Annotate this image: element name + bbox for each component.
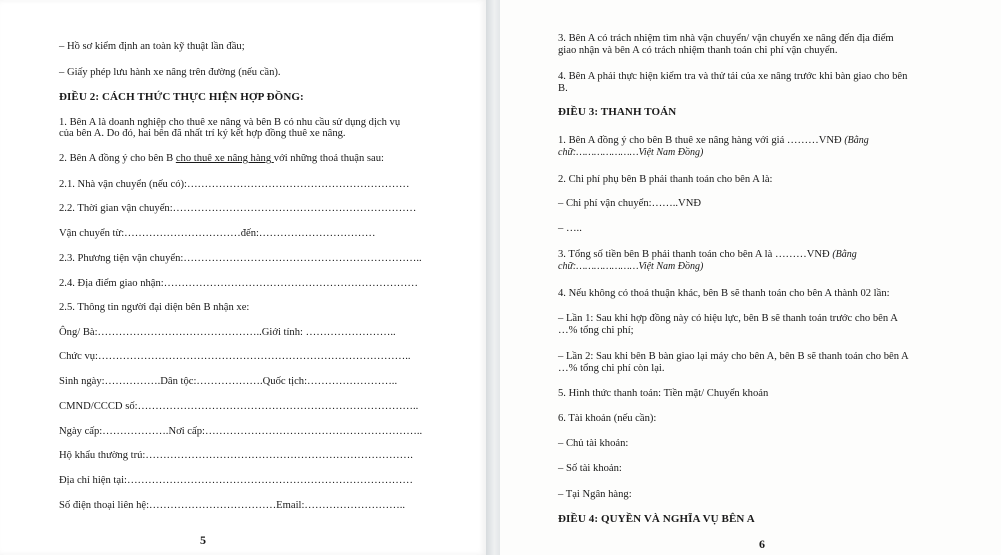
text-line: 5. Hình thức thanh toán: Tiền mặt/ Chuyển khoản — [558, 388, 769, 399]
text-line: 4. Nếu không có thoả thuận khác, bên B sẽ thanh toán cho bên A thành 02 lần: — [558, 288, 890, 299]
form-field-line: Chức vụ:…………………………………………………………………………….. — [59, 351, 411, 362]
text-line: – ….. — [558, 223, 582, 234]
section-heading: ĐIỀU 4: QUYỀN VÀ NGHĨA VỤ BÊN A — [558, 513, 755, 525]
text-line: – Chi phí vận chuyển:……..VNĐ — [558, 198, 702, 209]
italic-text: (Bằng — [844, 135, 869, 146]
text-span: 3. Tổng số tiền bên B phải thanh toán cho bên A là ………VNĐ — [558, 249, 833, 260]
text-span: với những thoả thuận sau: — [273, 153, 385, 164]
text-line: …% tổng chi phí; — [558, 325, 634, 336]
form-field-line: Sinh ngày:…………….Dân tộc:……………….Quốc tịch:…………………….. — [59, 376, 398, 387]
form-field-line: 2.1. Nhà vận chuyển (nếu có):……………………………………………………… — [59, 179, 410, 190]
page-number: 5 — [200, 533, 206, 547]
text-span: 2. Bên A đồng ý cho bên B — [59, 153, 176, 164]
text-line: – Hồ sơ kiểm định an toàn kỹ thuật lần đầu; — [59, 41, 245, 52]
section-heading: ĐIỀU 3: THANH TOÁN — [558, 106, 677, 118]
text-line: – Lần 2: Sau khi bên B bàn giao lại máy cho bên A, bên B sẽ thanh toán cho bên A — [558, 351, 909, 362]
text-line: 1. Bên A là doanh nghiệp cho thuê xe nâng và bên B có nhu cầu sử dụng dịch vụ — [59, 117, 401, 128]
form-field-line: Ngày cấp:……………….Nơi cấp:…………………………………………………….. — [59, 426, 423, 437]
form-field-line: 2.3. Phương tiện vận chuyển:………………………………………………………….. — [59, 253, 422, 264]
text-line: 2. Chi phí phụ bên B phải thanh toán cho bên A là: — [558, 174, 773, 185]
italic-text: (Bằng — [832, 249, 857, 260]
text-line — [558, 249, 857, 260]
italic-text-line: chữ:…………………Việt Nam Đồng) — [558, 261, 704, 272]
form-field-line: 2.2. Thời gian vận chuyển:…………………………………………………………… — [59, 203, 417, 214]
text-line: giao nhận và bên A có trách nhiệm thanh toán chi phí vận chuyển. — [558, 45, 838, 56]
text-line — [59, 153, 384, 164]
text-line — [558, 135, 869, 146]
text-line: – Số tài khoản: — [558, 463, 622, 474]
text-line: …% tổng chi phí còn lại. — [558, 363, 665, 374]
left-page — [0, 0, 486, 555]
form-field-line: CMND/CCCD số:…………………………………………………………………….. — [59, 401, 419, 412]
section-heading: ĐIỀU 2: CÁCH THỨC THỰC HIỆN HỢP ĐỒNG: — [59, 91, 304, 103]
text-line: B. — [558, 83, 568, 94]
form-field-line: Hộ khẩu thường trú:…………………………………………………………………. — [59, 450, 413, 461]
right-page — [500, 0, 1001, 555]
text-line: – Tại Ngân hàng: — [558, 489, 632, 500]
form-field-line: Địa chỉ hiện tại:……………………………………………………………………… — [59, 475, 413, 486]
page-number: 6 — [759, 537, 765, 551]
italic-text-line: chữ:…………………Việt Nam Đồng) — [558, 147, 704, 158]
text-line: của bên A. Do đó, hai bên đã nhất trí ký kết hợp đồng thuê xe nâng. — [59, 128, 346, 139]
text-line: 4. Bên A phải thực hiện kiểm tra và thử tải của xe nâng trước khi bàn giao cho bên — [558, 71, 908, 82]
text-line: – Chủ tài khoản: — [558, 438, 629, 449]
underlined-text: cho thuê xe nâng hàng — [175, 153, 274, 164]
text-line: 2.5. Thông tin người đại diện bên B nhận xe: — [59, 302, 250, 313]
text-line: – Giấy phép lưu hành xe nâng trên đường (nếu cần). — [59, 67, 281, 78]
form-field-line: 2.4. Địa điểm giao nhận:……………………………………………………………… — [59, 278, 418, 289]
text-line: – Lần 1: Sau khi hợp đồng này có hiệu lực, bên B sẽ thanh toán trước cho bên A — [558, 313, 898, 324]
page-gutter — [486, 0, 500, 555]
form-field-line: Vận chuyển từ:……………………………đến:…………………………… — [59, 228, 376, 239]
form-field-line: Số điện thoại liên hệ:………………………………Email:……………………….. — [59, 500, 406, 511]
form-field-line: Ông/ Bà:………………………………………..Giới tính: …………………….. — [59, 327, 396, 338]
text-span: 1. Bên A đồng ý cho bên B thuê xe nâng hàng với giá ………VNĐ — [558, 135, 845, 146]
text-line: 6. Tài khoản (nếu cần): — [558, 413, 657, 424]
text-line: 3. Bên A có trách nhiệm tìm nhà vận chuyển/ vận chuyển xe nâng đến địa điểm — [558, 33, 894, 44]
